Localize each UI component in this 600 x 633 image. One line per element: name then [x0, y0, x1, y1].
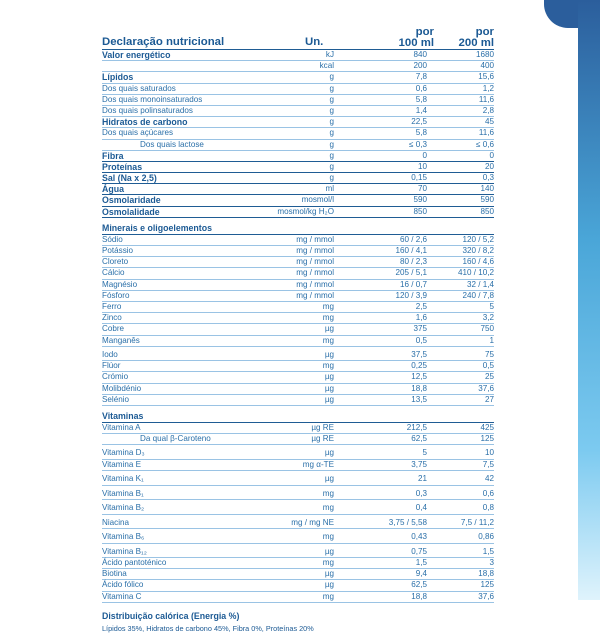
- table-row: [102, 336, 494, 347]
- table-row: [102, 460, 494, 471]
- value-per-100ml: 0,6: [415, 83, 427, 93]
- value-per-200ml: 320 / 8,2: [462, 246, 494, 255]
- decorative-edge-bar: [578, 0, 600, 600]
- value-per-100ml: 3,75 / 5,58: [388, 517, 427, 527]
- nutrient-name: Cobre: [102, 324, 125, 334]
- nutrient-name: Dos quais monoinsaturados: [102, 94, 203, 104]
- nutrient-unit: mg / mmol: [296, 257, 334, 267]
- table-row: [102, 207, 494, 218]
- nutrient-name: Selénio: [102, 394, 130, 404]
- value-per-200ml: 0,8: [482, 503, 494, 512]
- nutrient-unit: µg: [324, 448, 334, 458]
- table-row: [102, 235, 494, 246]
- value-per-200ml: 37,6: [478, 383, 494, 393]
- table-row: [102, 592, 494, 603]
- nutrient-unit: g: [329, 94, 334, 104]
- value-per-100ml: 80 / 2,3: [399, 257, 427, 267]
- value-per-100ml: 0: [422, 150, 427, 160]
- nutrient-name: Magnésio: [102, 279, 138, 289]
- value-per-100ml: 62,5: [411, 580, 427, 590]
- value-per-100ml: 62,5: [411, 434, 427, 444]
- nutrient-name: Proteínas: [102, 161, 143, 172]
- table-row: [102, 257, 494, 268]
- nutrient-name: Vitamina K₁: [102, 474, 144, 483]
- value-per-200ml: 0,86: [478, 532, 494, 541]
- nutrient-name: Cálcio: [102, 268, 125, 278]
- value-per-100ml: 7,8: [415, 72, 427, 82]
- nutrient-name: Crómio: [102, 372, 129, 382]
- table-row: [102, 384, 494, 395]
- value-per-200ml: 0: [489, 150, 494, 160]
- table-row: [102, 471, 494, 486]
- value-per-100ml: 3,75: [411, 459, 427, 469]
- nutrient-unit: mg / mmol: [296, 246, 334, 255]
- vitamins-section-title: Vitaminas: [102, 410, 494, 423]
- unit-column-header: Un.: [305, 36, 324, 48]
- value-per-100ml: 1,4: [415, 105, 427, 115]
- value-per-100ml: 12,5: [411, 372, 427, 382]
- nutrient-name: Vitamina B₁: [102, 488, 144, 498]
- nutrient-name: Dos quais açúcares: [102, 128, 174, 138]
- value-per-100ml: 70: [417, 184, 427, 194]
- caloric-distribution-text: Lípidos 35%, Hidratos de carbono 45%, Fibra 0%, Proteínas 20%: [102, 623, 314, 633]
- table-row: [102, 268, 494, 279]
- table-row: [102, 291, 494, 302]
- value-per-200ml: 240 / 7,8: [462, 290, 494, 300]
- table-header: [102, 25, 494, 50]
- value-per-100ml: 1,5: [415, 558, 427, 567]
- nutrient-unit: kJ: [325, 50, 334, 59]
- nutrient-unit: mg: [322, 558, 334, 567]
- nutrient-name: Ácido fólico: [102, 580, 144, 590]
- value-per-100ml: 5: [422, 448, 427, 458]
- table-row: [102, 445, 494, 460]
- nutrient-unit: µg: [324, 394, 334, 404]
- nutrient-name: Cloreto: [102, 257, 129, 267]
- value-per-100ml: 212,5: [406, 422, 427, 432]
- table-row: [102, 347, 494, 362]
- table-row: [102, 106, 494, 117]
- value-per-200ml: 25: [484, 372, 494, 382]
- table-row: [102, 117, 494, 128]
- nutrient-name: Biotina: [102, 569, 127, 579]
- nutrient-unit: mg: [322, 532, 334, 541]
- value-per-200ml: 140: [480, 184, 494, 194]
- nutrient-unit: mg: [322, 488, 334, 498]
- nutrient-unit: g: [329, 139, 334, 149]
- table-row: [102, 500, 494, 515]
- table-row: [102, 140, 494, 151]
- nutrient-unit: µg RE: [311, 434, 334, 444]
- nutrient-name: Osmolaridade: [102, 195, 161, 206]
- value-per-100ml: 21: [417, 474, 427, 483]
- value-per-200ml: 0,6: [482, 488, 494, 498]
- value-per-200ml: 27: [484, 394, 494, 404]
- table-row: [102, 184, 494, 195]
- nutrient-name: Vitamina B₁₂: [102, 546, 147, 556]
- value-per-100ml: 0,43: [411, 532, 427, 541]
- value-per-200ml: 0,3: [482, 173, 494, 183]
- value-per-200ml: 18,8: [478, 569, 494, 579]
- nutrient-name: Molibdénio: [102, 383, 142, 393]
- table-row: [102, 151, 494, 162]
- nutrient-name: Sal (Na x 2,5): [102, 173, 157, 184]
- value-per-100ml: 0,15: [411, 173, 427, 183]
- value-per-200ml: 7,5 / 11,2: [460, 517, 494, 527]
- nutrient-name: Fibra: [102, 150, 124, 161]
- nutrient-unit: mg: [322, 335, 334, 345]
- nutrient-unit: mg: [322, 301, 334, 311]
- value-per-200ml: 37,6: [478, 591, 494, 601]
- nutrient-unit: g: [329, 128, 334, 138]
- value-per-100ml: 5,8: [415, 94, 427, 104]
- nutrient-name: Zinco: [102, 313, 122, 323]
- value-per-100ml: 13,5: [411, 394, 427, 404]
- table-row: [102, 280, 494, 291]
- nutrient-unit: mg / mg NE: [291, 517, 334, 527]
- nutrient-name: Dos quais saturados: [102, 83, 176, 93]
- value-per-200ml: 590: [480, 195, 494, 205]
- nutrient-name: Lípidos: [102, 72, 134, 83]
- nutrient-unit: g: [329, 150, 334, 160]
- nutrient-unit: ml: [325, 184, 334, 194]
- nutrient-unit: mg: [322, 503, 334, 512]
- nutrient-unit: g: [329, 161, 334, 171]
- value-per-100ml: 10: [417, 161, 427, 171]
- nutrient-name: Fósforo: [102, 290, 130, 300]
- nutrient-name: Vitamina B₆: [102, 532, 145, 541]
- nutrient-name: Ferro: [102, 301, 122, 311]
- value-per-100ml: 840: [413, 50, 427, 59]
- nutrition-table: [102, 25, 494, 633]
- value-per-100ml: 205 / 5,1: [395, 268, 427, 278]
- table-row: [102, 61, 494, 72]
- value-per-200ml: 45: [484, 117, 494, 127]
- nutrient-name: Iodo: [102, 349, 118, 359]
- value-per-200ml: 75: [484, 349, 494, 359]
- value-per-200ml: 750: [480, 324, 494, 334]
- nutrient-unit: µg RE: [311, 422, 334, 432]
- nutrient-unit: mg / mmol: [296, 234, 334, 244]
- minerals-section-title: Minerais e oligoelementos: [102, 222, 494, 235]
- nutrient-unit: mg / mmol: [296, 290, 334, 300]
- nutrient-unit: µg: [324, 372, 334, 382]
- nutrient-name: Flúor: [102, 361, 121, 371]
- col-100ml-header: por 100 ml: [398, 26, 434, 49]
- main-nutrients: [102, 50, 494, 218]
- nutrient-name: Dos quais lactose: [140, 139, 204, 149]
- value-per-100ml: 200: [413, 61, 427, 71]
- value-per-200ml: 1,5: [482, 546, 494, 556]
- value-per-200ml: 410 / 10,2: [457, 268, 494, 278]
- table-row: [102, 324, 494, 335]
- nutrient-name: Vitamina A: [102, 422, 141, 432]
- value-per-100ml: 18,8: [411, 383, 427, 393]
- table-row: [102, 95, 494, 106]
- nutrient-unit: mg / mmol: [296, 279, 334, 289]
- value-per-100ml: 5,8: [415, 128, 427, 138]
- table-row: [102, 173, 494, 184]
- value-per-200ml: 15,6: [478, 72, 494, 82]
- table-row: [102, 195, 494, 206]
- value-per-100ml: 18,8: [411, 591, 427, 601]
- table-row: [102, 128, 494, 139]
- value-per-200ml: 20: [484, 161, 494, 171]
- nutrient-name: Potássio: [102, 246, 134, 255]
- caloric-distribution-title: Distribuição calórica (Energia %): [102, 610, 240, 621]
- table-row: [102, 529, 494, 544]
- col-200ml-header: por 200 ml: [458, 26, 494, 49]
- nutrient-unit: µg: [324, 580, 334, 590]
- value-per-100ml: 2,5: [415, 301, 427, 311]
- nutrient-unit: g: [329, 173, 334, 183]
- nutrient-unit: mg: [322, 591, 334, 601]
- nutrient-unit: µg: [324, 474, 334, 483]
- table-row: [102, 395, 494, 406]
- value-per-200ml: ≤ 0,6: [476, 139, 494, 149]
- nutrient-unit: µg: [324, 569, 334, 579]
- table-row: [102, 423, 494, 434]
- value-per-100ml: ≤ 0,3: [409, 139, 427, 149]
- table-row: [102, 558, 494, 569]
- value-per-100ml: 0,25: [411, 361, 427, 371]
- value-per-200ml: 32 / 1,4: [466, 279, 494, 289]
- value-per-200ml: 1680: [475, 50, 494, 59]
- nutrient-unit: µg: [324, 546, 334, 556]
- value-per-200ml: 7,5: [482, 459, 494, 469]
- table-row: [102, 302, 494, 313]
- table-row: [102, 515, 494, 530]
- minerals-list: [102, 235, 494, 406]
- nutrient-unit: g: [329, 117, 334, 127]
- nutrient-unit: µg: [324, 349, 334, 359]
- value-per-100ml: 160 / 4,1: [395, 246, 427, 255]
- value-per-100ml: 1,6: [415, 313, 427, 323]
- nutrient-unit: g: [329, 83, 334, 93]
- value-per-200ml: 0,5: [482, 361, 494, 371]
- value-per-200ml: 5: [489, 301, 494, 311]
- table-row: [102, 372, 494, 383]
- table-row: [102, 569, 494, 580]
- value-per-100ml: 16 / 0,7: [399, 279, 427, 289]
- value-per-200ml: 425: [480, 422, 494, 432]
- value-per-100ml: 9,4: [415, 569, 427, 579]
- nutrient-unit: mosmol/l: [301, 195, 334, 205]
- table-row: [102, 580, 494, 591]
- value-per-200ml: 11,6: [478, 128, 494, 138]
- table-row: [102, 434, 494, 445]
- nutrient-unit: mg / mmol: [296, 268, 334, 278]
- value-per-200ml: 125: [480, 580, 494, 590]
- value-per-200ml: 120 / 5,2: [462, 234, 494, 244]
- table-row: [102, 84, 494, 95]
- nutrient-name: Vitamina C: [102, 591, 142, 601]
- nutrient-unit: g: [329, 72, 334, 82]
- value-per-100ml: 120 / 3,9: [395, 290, 427, 300]
- value-per-200ml: 125: [480, 434, 494, 444]
- table-row: [102, 50, 494, 61]
- table-row: [102, 162, 494, 173]
- value-per-200ml: 1: [489, 335, 494, 345]
- value-per-100ml: 0,4: [415, 503, 427, 512]
- value-per-200ml: 400: [480, 61, 494, 71]
- value-per-200ml: 850: [480, 206, 494, 216]
- nutrient-name: Sódio: [102, 234, 123, 244]
- nutrient-unit: kcal: [319, 61, 334, 71]
- nutrient-name: Vitamina D₃: [102, 448, 145, 458]
- nutrient-unit: µg: [324, 324, 334, 334]
- nutrient-unit: mg α-TE: [302, 459, 334, 469]
- value-per-200ml: 160 / 4,6: [462, 257, 494, 267]
- nutrient-name: Manganês: [102, 335, 140, 345]
- table-row: [102, 544, 494, 559]
- nutrient-name: Hidratos de carbono: [102, 117, 188, 128]
- table-row: [102, 486, 494, 501]
- table-row: [102, 313, 494, 324]
- nutrient-unit: mg: [322, 313, 334, 323]
- nutrient-name: Osmolalidade: [102, 206, 160, 217]
- table-row: [102, 72, 494, 83]
- nutrient-name: Ácido pantoténico: [102, 558, 167, 567]
- nutrient-unit: mg: [322, 361, 334, 371]
- value-per-100ml: 0,3: [415, 488, 427, 498]
- table-title: Declaração nutricional: [102, 36, 225, 48]
- nutrient-name: Valor energético: [102, 50, 171, 60]
- nutrient-name: Dos quais polinsaturados: [102, 105, 193, 115]
- value-per-200ml: 10: [484, 448, 494, 458]
- value-per-200ml: 11,6: [478, 94, 494, 104]
- vitamins-list: [102, 423, 494, 603]
- value-per-100ml: 590: [413, 195, 427, 205]
- value-per-200ml: 2,8: [482, 105, 494, 115]
- value-per-100ml: 22,5: [411, 117, 427, 127]
- value-per-100ml: 0,75: [411, 546, 427, 556]
- value-per-200ml: 1,2: [482, 83, 494, 93]
- nutrient-name: Niacina: [102, 517, 129, 527]
- value-per-200ml: 3: [489, 558, 494, 567]
- value-per-200ml: 3,2: [482, 313, 494, 323]
- value-per-200ml: 42: [484, 474, 494, 483]
- nutrient-unit: µg: [324, 383, 334, 393]
- value-per-100ml: 37,5: [411, 349, 427, 359]
- nutrient-unit: g: [329, 105, 334, 115]
- nutrient-name: Vitamina E: [102, 459, 141, 469]
- table-row: [102, 361, 494, 372]
- value-per-100ml: 60 / 2,6: [399, 234, 427, 244]
- table-row: [102, 246, 494, 257]
- nutrient-name: Vitamina B₂: [102, 503, 145, 512]
- value-per-100ml: 375: [413, 324, 427, 334]
- value-per-100ml: 0,5: [415, 335, 427, 345]
- value-per-100ml: 850: [413, 206, 427, 216]
- nutrient-unit: mosmol/kg H₂O: [277, 206, 334, 216]
- nutrient-name: Água: [102, 184, 124, 195]
- nutrient-name: Da qual β-Caroteno: [140, 434, 211, 444]
